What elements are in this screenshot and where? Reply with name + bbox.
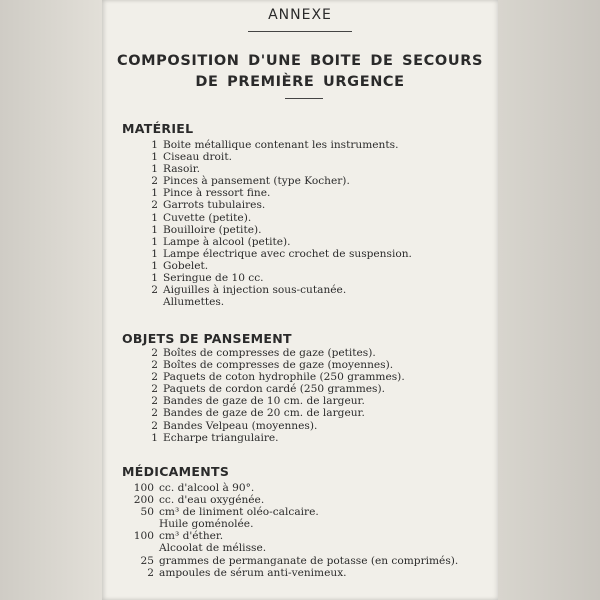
list-item: 1 Boite métallique contenant les instruments. — [151, 139, 399, 151]
book-right-edge — [498, 0, 600, 600]
list-item: 1 Bouilloire (petite). — [151, 223, 262, 236]
list-item: 1 Gobelet. — [151, 259, 209, 272]
document-page — [102, 0, 498, 600]
objets-list — [150, 347, 405, 444]
list-item: 2 Bandes Velpeau (moyennes). — [151, 419, 318, 432]
list-item: 100 cc. d'alcool à 90°. — [133, 482, 255, 494]
list-item: Huile goménolée. — [159, 518, 254, 531]
list-item: 1 Echarpe triangulaire. — [151, 431, 279, 444]
list-item: 1 Lampe électrique avec crochet de suspension. — [151, 247, 412, 260]
header-rule — [248, 31, 352, 32]
list-item: 2 Bandes de gaze de 20 cm. de largeur. — [151, 407, 365, 420]
list-item: 200 cc. d'eau oxygénée. — [133, 494, 265, 507]
section-heading-objets: OBJETS DE PANSEMENT — [122, 331, 292, 346]
list-item: Alcoolat de mélisse. — [159, 542, 267, 555]
list-item: 2 Garrots tubulaires. — [151, 199, 266, 212]
section-heading-medicaments: MÉDICAMENTS — [122, 464, 230, 479]
list-item: 25 grammes de permanganate de potasse (en comprimés). — [140, 554, 459, 567]
title-line-1: COMPOSITION D'UNE BOITE DE SECOURS — [116, 53, 484, 69]
list-item: 1 Pince à ressort fine. — [151, 187, 271, 200]
list-item: 1 Cuvette (petite). — [151, 211, 252, 224]
list-item: 2 Boîtes de compresses de gaze (moyennes). — [151, 359, 394, 372]
list-item: 2 Bandes de gaze de 10 cm. de largeur. — [151, 395, 365, 408]
book-left-edge — [0, 0, 102, 600]
list-item: 1 Seringue de 10 cc. — [151, 272, 264, 285]
list-item: 1 Rasoir. — [151, 163, 201, 176]
title-rule — [285, 98, 323, 99]
list-item: 2 Pinces à pansement (type Kocher). — [151, 175, 350, 188]
list-item: 2 Boîtes de compresses de gaze (petites). — [151, 347, 376, 359]
materiel-list — [150, 139, 412, 308]
list-item: Allumettes. — [163, 296, 225, 309]
list-item: 1 Ciseau droit. — [151, 151, 232, 164]
title-line-2: DE PREMIÈRE URGENCE — [195, 74, 405, 90]
list-item: 2 Paquets de cordon cardé (250 grammes). — [151, 383, 385, 396]
list-item: 1 Lampe à alcool (petite). — [151, 235, 291, 248]
list-item: 50 cm³ de liniment oléo-calcaire. — [140, 506, 319, 519]
list-item: 2 Paquets de coton hydrophile (250 grammes). — [151, 371, 405, 384]
section-heading-materiel: MATÉRIEL — [122, 121, 194, 136]
medicaments-list — [124, 482, 458, 579]
list-item: 2 Aiguilles à injection sous-cutanée. — [151, 284, 347, 297]
list-item: 2 ampoules de sérum anti-venimeux. — [147, 566, 347, 579]
list-item: 100 cm³ d'éther. — [133, 530, 224, 543]
page-header: ANNEXE — [268, 7, 332, 23]
